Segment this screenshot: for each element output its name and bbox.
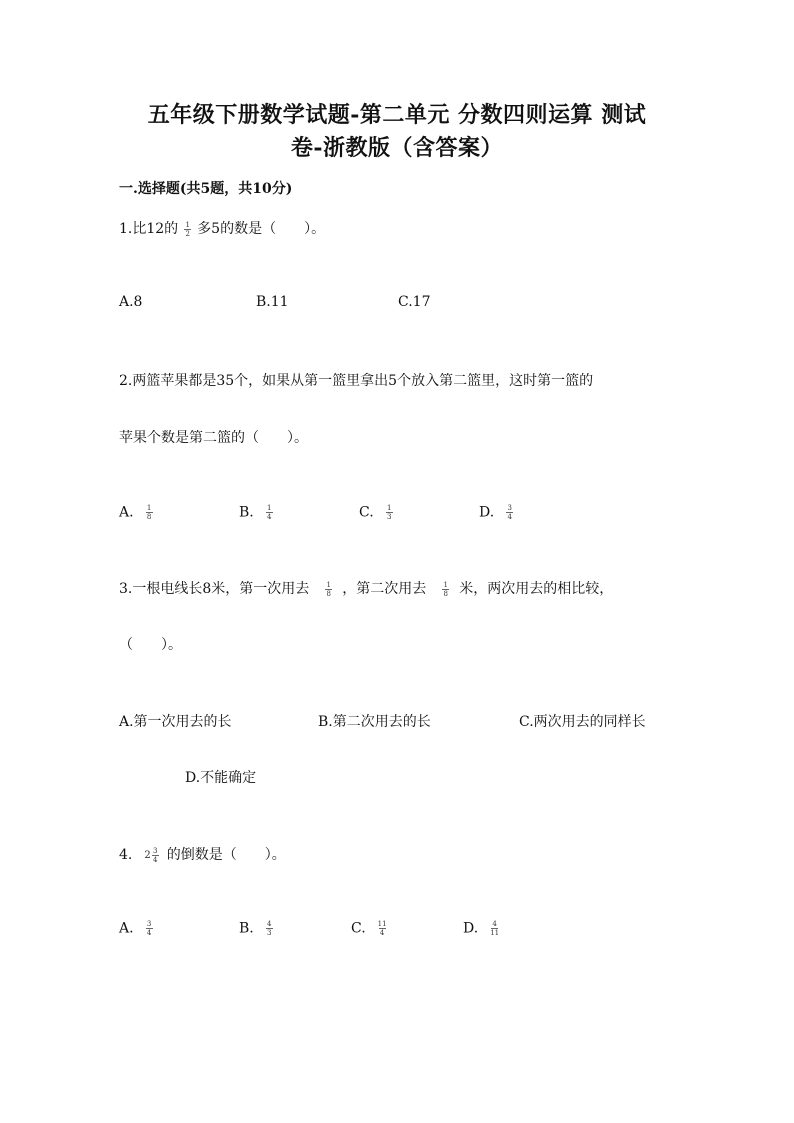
question-2-line-1: 2.两篮苹果都是35个，如果从第一篮里拿出5个放入第二篮里，这时第一篮的 <box>119 373 594 389</box>
q4-option-c[interactable]: C. $\frac{11}{4}$ <box>351 920 387 937</box>
question-1-prefix: 1.比12的 <box>119 221 179 237</box>
q1-option-c[interactable]: C.17 <box>398 294 431 310</box>
q4-option-a[interactable]: A. $\frac{3}{4}$ <box>119 920 152 937</box>
fraction: $\frac{1}{8}$ <box>326 580 331 598</box>
fraction: $\frac{4}{3}$ <box>267 920 272 937</box>
fraction: $\frac{1}{8}$ <box>146 504 152 521</box>
q1-option-b[interactable]: B.11 <box>256 294 289 310</box>
question-2-line-2: 苹果个数是第二篮的（ ）。 <box>119 430 308 446</box>
q2-option-a[interactable]: A. $\frac{1}{8}$ <box>119 504 152 521</box>
section-heading: 一.选择题(共5题，共10分) <box>119 181 293 197</box>
page-title-line-2: 卷-浙教版（含答案） <box>290 135 504 161</box>
question-3-line-2: （ ）。 <box>119 637 182 653</box>
fraction: $\frac{3}{4}$ <box>507 504 512 521</box>
q2-option-b[interactable]: B. $\frac{1}{4}$ <box>239 504 272 521</box>
fraction: $\frac{1}{2}$ <box>185 220 190 238</box>
q4-option-b[interactable]: B. $\frac{4}{3}$ <box>239 920 272 937</box>
q1-option-a[interactable]: A.8 <box>119 294 143 310</box>
q4-option-d[interactable]: D. $\frac{4}{11}$ <box>463 920 500 937</box>
fraction: $\frac{1}{8}$ <box>443 580 448 598</box>
q2-option-d[interactable]: D. $\frac{3}{4}$ <box>479 504 512 521</box>
q3-option-a[interactable]: A.第一次用去的长 <box>119 714 232 730</box>
fraction: $\frac{11}{4}$ <box>377 920 387 937</box>
q3-option-d[interactable]: D.不能确定 <box>185 770 257 786</box>
question-4: 4. 2 $\frac{3}{4}$ 的倒数是（ ）。 <box>119 846 286 864</box>
question-3-line-1: 3.一根电线长8米，第一次用去 $\frac{1}{8}$ ，第二次用去 $\frac{1}{8}$ 米，两次用去的相比较， <box>119 580 614 598</box>
q2-option-c[interactable]: C. $\frac{1}{3}$ <box>359 504 392 521</box>
q3-option-b[interactable]: B.第二次用去的长 <box>318 714 431 730</box>
fraction: $\frac{4}{11}$ <box>490 920 500 937</box>
fraction: $\frac{1}{3}$ <box>386 504 392 521</box>
q3-option-c[interactable]: C.两次用去的同样长 <box>519 714 646 730</box>
question-1-suffix: 多5的数是（ ）。 <box>197 221 326 237</box>
mixed-number: 2 $\frac{3}{4}$ <box>144 846 158 864</box>
question-1 <box>119 218 325 238</box>
page-title-line-1: 五年级下册数学试题-第二单元 分数四则运算 测试 <box>147 102 647 128</box>
fraction: $\frac{3}{4}$ <box>146 920 152 937</box>
fraction: $\frac{1}{4}$ <box>267 504 272 521</box>
